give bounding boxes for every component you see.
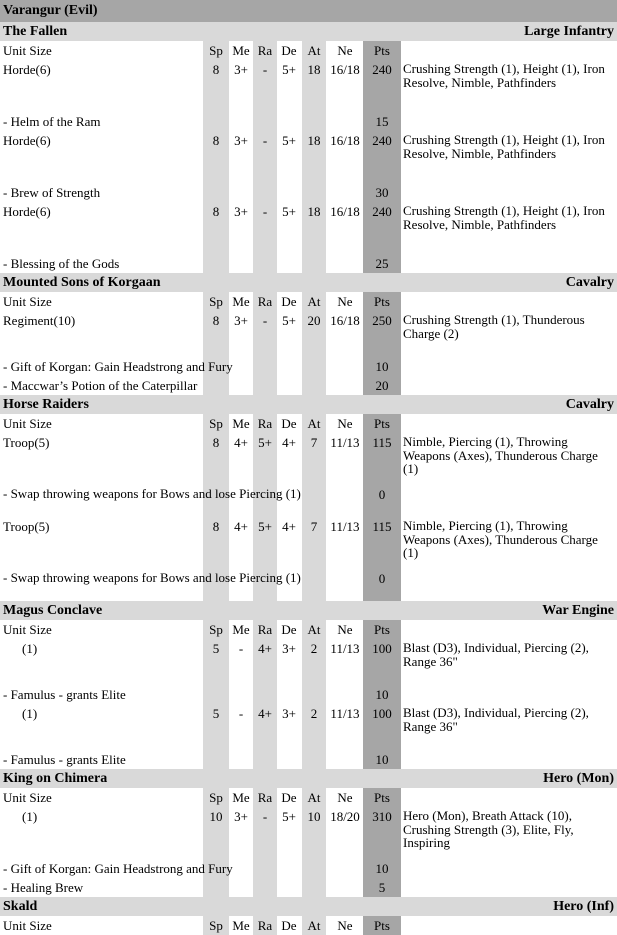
stat-pts: 240 (372, 62, 392, 77)
special-rules: Nimble, Piercing (1), Throwing Weapons (Axes), Thunderous Charge (1) (403, 434, 598, 476)
upgrade-row (0, 376, 617, 395)
stat-ra: - (262, 133, 268, 148)
column-label-ra: Ra (257, 790, 273, 805)
special-rules: Hero (Mon), Breath Attack (10), Crushing Strength (3), Elite, Fly, Inspiring (403, 808, 574, 850)
stat-at: 7 (310, 519, 318, 534)
unit-size-row (0, 60, 617, 112)
unit-size-label: Horde(6) (3, 62, 51, 77)
stat-ra: 5+ (258, 519, 272, 534)
stat-de: 5+ (282, 204, 296, 219)
stat-at: 2 (310, 641, 318, 656)
column-label-sp: Sp (209, 790, 223, 805)
column-label-me: Me (232, 416, 250, 431)
stat-at: 18 (307, 62, 321, 77)
stat-ne: 11/13 (330, 706, 360, 721)
stat-at: 18 (307, 133, 321, 148)
unit-name: Horse Raiders (3, 397, 89, 412)
stat-at: 10 (307, 809, 321, 824)
unit-list (0, 22, 617, 935)
upgrade-points: 0 (378, 571, 386, 586)
column-label-sp: Sp (209, 43, 223, 58)
stat-ra: - (262, 62, 268, 77)
unit-size-row (0, 639, 617, 685)
stat-de: 5+ (282, 62, 296, 77)
stat-ne: 11/13 (330, 641, 360, 656)
upgrade-points: 10 (375, 359, 389, 374)
unit-header (0, 395, 617, 414)
stat-de: 4+ (282, 519, 296, 534)
stat-pts: 240 (372, 204, 392, 219)
stat-ra: - (262, 204, 268, 219)
column-label-ne: Ne (337, 790, 353, 805)
stat-ra: - (262, 313, 268, 328)
stat-de: 3+ (282, 641, 296, 656)
column-label-ne: Ne (337, 918, 353, 933)
unit-type: War Engine (542, 603, 614, 618)
column-label-de: De (281, 43, 297, 58)
upgrade-label: - Swap throwing weapons for Bows and lose Piercing (1) (3, 486, 301, 501)
unit-section (0, 897, 617, 935)
column-label-me: Me (232, 43, 250, 58)
upgrade-label: - Swap throwing weapons for Bows and lose Piercing (1) (3, 570, 301, 585)
column-label-ra: Ra (257, 294, 273, 309)
unit-size-label: Horde(6) (3, 133, 51, 148)
upgrade-points: 5 (378, 880, 386, 895)
upgrade-row (0, 569, 617, 601)
unit-section (0, 601, 617, 769)
stat-me: 3+ (234, 62, 248, 77)
special-rules: Nimble, Piercing (1), Throwing Weapons (Axes), Thunderous Charge (1) (403, 518, 598, 560)
unit-size-row (0, 704, 617, 750)
column-label-ra: Ra (257, 416, 273, 431)
upgrade-label: - Famulus - grants Elite (3, 752, 126, 767)
unit-name: The Fallen (3, 24, 68, 39)
stat-me: 3+ (234, 313, 248, 328)
stat-at: 20 (307, 313, 321, 328)
stat-ra: - (262, 809, 268, 824)
stat-ne: 16/18 (330, 133, 360, 148)
unit-size-label: Horde(6) (3, 204, 51, 219)
column-label-de: De (281, 918, 297, 933)
stat-sp: 8 (212, 133, 220, 148)
stat-pts: 310 (372, 809, 392, 824)
upgrade-points: 25 (375, 256, 389, 271)
stat-ne: 11/13 (330, 435, 360, 450)
column-label-de: De (281, 416, 297, 431)
unit-size-label: Regiment(10) (3, 313, 76, 328)
unit-size-label: (1) (22, 706, 38, 721)
column-header-row (0, 414, 617, 433)
column-label-at: At (307, 416, 321, 431)
unit-size-label: Troop(5) (3, 435, 50, 450)
stat-pts: 100 (372, 641, 392, 656)
stat-ra: 4+ (258, 641, 272, 656)
upgrade-label: - Famulus - grants Elite (3, 687, 126, 702)
column-label-pts: Pts (374, 416, 390, 431)
stat-ne: 16/18 (330, 313, 360, 328)
stat-de: 4+ (282, 435, 296, 450)
unit-name: Skald (3, 899, 38, 914)
column-label-sp: Sp (209, 622, 223, 637)
stat-pts: 240 (372, 133, 392, 148)
upgrade-row (0, 112, 617, 131)
unit-name: King on Chimera (3, 771, 108, 786)
stat-sp: 8 (212, 435, 220, 450)
stat-me: 3+ (234, 204, 248, 219)
column-header-row (0, 620, 617, 639)
stat-at: 7 (310, 435, 318, 450)
column-label-unit-size: Unit Size (3, 416, 52, 431)
upgrade-row (0, 183, 617, 202)
stat-ra: 5+ (258, 435, 272, 450)
upgrade-label: - Helm of the Ram (3, 114, 101, 129)
upgrade-row (0, 750, 617, 769)
column-label-at: At (307, 294, 321, 309)
column-label-ra: Ra (257, 43, 273, 58)
column-label-unit-size: Unit Size (3, 43, 52, 58)
stat-sp: 5 (212, 641, 220, 656)
stat-me: 3+ (234, 809, 248, 824)
unit-name: Magus Conclave (3, 603, 103, 618)
unit-size-row (0, 202, 617, 254)
unit-size-row (0, 131, 617, 183)
stat-pts: 250 (372, 313, 392, 328)
column-label-unit-size: Unit Size (3, 790, 52, 805)
stat-de: 3+ (282, 706, 296, 721)
upgrade-points: 20 (375, 378, 389, 393)
stat-sp: 10 (209, 809, 223, 824)
column-label-pts: Pts (374, 294, 390, 309)
stat-me: - (238, 706, 244, 721)
unit-size-label: Troop(5) (3, 519, 50, 534)
unit-type: Cavalry (565, 275, 614, 290)
upgrade-row (0, 878, 617, 897)
stat-me: 3+ (234, 133, 248, 148)
stat-pts: 115 (372, 435, 392, 450)
column-label-at: At (307, 622, 321, 637)
unit-type: Hero (Inf) (553, 899, 614, 914)
column-label-pts: Pts (374, 43, 390, 58)
unit-header (0, 273, 617, 292)
column-label-unit-size: Unit Size (3, 918, 52, 933)
column-label-ne: Ne (337, 294, 353, 309)
stat-me: - (238, 641, 244, 656)
stat-sp: 8 (212, 204, 220, 219)
upgrade-points: 30 (375, 185, 389, 200)
column-label-pts: Pts (374, 790, 390, 805)
unit-type: Hero (Mon) (543, 771, 614, 786)
unit-section (0, 769, 617, 897)
upgrade-row (0, 485, 617, 517)
column-label-me: Me (232, 294, 250, 309)
column-label-at: At (307, 918, 321, 933)
unit-size-row (0, 807, 617, 859)
stat-de: 5+ (282, 313, 296, 328)
column-label-me: Me (232, 790, 250, 805)
unit-header (0, 22, 617, 41)
column-label-de: De (281, 294, 297, 309)
unit-section (0, 395, 617, 601)
unit-name: Mounted Sons of Korgaan (3, 275, 161, 290)
stat-pts: 100 (372, 706, 392, 721)
column-label-ne: Ne (337, 416, 353, 431)
unit-section (0, 22, 617, 273)
column-label-sp: Sp (209, 918, 223, 933)
stat-sp: 8 (212, 519, 220, 534)
stat-ra: 4+ (258, 706, 272, 721)
special-rules: Blast (D3), Individual, Piercing (2), Range 36" (403, 705, 589, 734)
column-header-row (0, 916, 617, 935)
unit-type: Large Infantry (524, 24, 614, 39)
upgrade-label: - Maccwar’s Potion of the Caterpillar (3, 378, 198, 393)
stat-ne: 18/20 (330, 809, 360, 824)
column-label-sp: Sp (209, 294, 223, 309)
special-rules: Crushing Strength (1), Height (1), Iron Resolve, Nimble, Pathfinders (403, 132, 605, 161)
unit-size-row (0, 517, 617, 569)
unit-header (0, 897, 617, 916)
column-label-de: De (281, 790, 297, 805)
upgrade-row (0, 859, 617, 878)
upgrade-label: - Brew of Strength (3, 185, 101, 200)
column-label-ne: Ne (337, 622, 353, 637)
column-label-ra: Ra (257, 918, 273, 933)
column-label-me: Me (232, 918, 250, 933)
special-rules: Blast (D3), Individual, Piercing (2), Range 36" (403, 640, 589, 669)
unit-size-label: (1) (22, 641, 38, 656)
stat-ne: 11/13 (330, 519, 360, 534)
column-label-unit-size: Unit Size (3, 294, 52, 309)
upgrade-row (0, 685, 617, 704)
stat-at: 2 (310, 706, 318, 721)
stat-de: 5+ (282, 133, 296, 148)
upgrade-points: 0 (378, 487, 386, 502)
upgrade-points: 15 (375, 114, 389, 129)
upgrade-label: - Gift of Korgan: Gain Headstrong and Fury (3, 359, 233, 374)
column-label-unit-size: Unit Size (3, 622, 52, 637)
special-rules: Crushing Strength (1), Height (1), Iron Resolve, Nimble, Pathfinders (403, 61, 605, 90)
army-title: Varangur (Evil) (3, 3, 98, 18)
upgrade-row (0, 254, 617, 273)
column-label-pts: Pts (374, 622, 390, 637)
column-label-sp: Sp (209, 416, 223, 431)
upgrade-label: - Healing Brew (3, 880, 84, 895)
stat-ne: 16/18 (330, 62, 360, 77)
stat-sp: 5 (212, 706, 220, 721)
stat-sp: 8 (212, 62, 220, 77)
stat-ne: 16/18 (330, 204, 360, 219)
unit-size-row (0, 311, 617, 357)
column-header-row (0, 41, 617, 60)
unit-header (0, 601, 617, 620)
column-label-de: De (281, 622, 297, 637)
upgrade-points: 10 (375, 861, 389, 876)
unit-type: Cavalry (565, 397, 614, 412)
upgrade-points: 10 (375, 752, 389, 767)
upgrade-label: - Gift of Korgan: Gain Headstrong and Fury (3, 861, 233, 876)
special-rules: Crushing Strength (1), Thunderous Charge (2) (403, 312, 585, 341)
column-header-row (0, 292, 617, 311)
unit-section (0, 273, 617, 395)
upgrade-label: - Blessing of the Gods (3, 256, 120, 271)
stat-pts: 115 (372, 519, 392, 534)
stat-me: 4+ (234, 519, 248, 534)
upgrade-points: 10 (375, 687, 389, 702)
army-title-bar (0, 0, 617, 22)
column-label-ra: Ra (257, 622, 273, 637)
column-label-at: At (307, 43, 321, 58)
column-label-ne: Ne (337, 43, 353, 58)
unit-header (0, 769, 617, 788)
column-label-me: Me (232, 622, 250, 637)
unit-size-row (0, 433, 617, 485)
special-rules: Crushing Strength (1), Height (1), Iron Resolve, Nimble, Pathfinders (403, 203, 605, 232)
upgrade-row (0, 357, 617, 376)
column-label-pts: Pts (374, 918, 390, 933)
stat-de: 5+ (282, 809, 296, 824)
stat-sp: 8 (212, 313, 220, 328)
stat-me: 4+ (234, 435, 248, 450)
column-header-row (0, 788, 617, 807)
stat-at: 18 (307, 204, 321, 219)
column-label-at: At (307, 790, 321, 805)
unit-size-label: (1) (22, 809, 38, 824)
